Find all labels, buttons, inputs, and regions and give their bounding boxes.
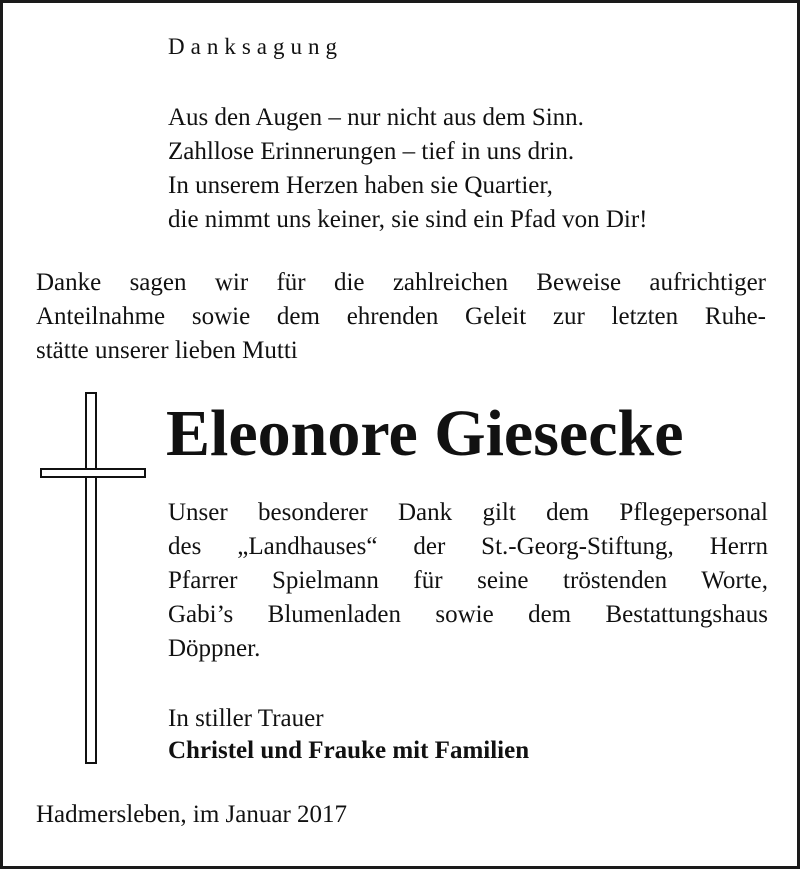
poem (168, 101, 647, 237)
gratitude-line: Gabi’s Blumenladen sowie dem Bestattungshaus (168, 601, 768, 628)
gratitude-line: Döppner. (168, 635, 261, 662)
poem-line: Aus den Augen – nur nicht aus dem Sinn. (168, 104, 584, 131)
poem-line: die nimmt uns keiner, sie sind ein Pfad von Dir! (168, 206, 648, 233)
notice-heading: Danksagung (168, 34, 343, 59)
gratitude-line: Unser besonderer Dank gilt dem Pflegepersonal (168, 499, 768, 526)
deceased-name: Eleonore Giesecke (166, 397, 684, 470)
poem-line: In unserem Herzen haben sie Quartier, (168, 172, 553, 199)
place-date: Hadmersleben, im Januar 2017 (36, 801, 348, 828)
thanks-paragraph (36, 266, 766, 368)
poem-line: Zahllose Erinnerungen – tief in uns drin. (168, 138, 575, 165)
family-signature: Christel und Frauke mit Familien (168, 737, 530, 764)
gratitude-paragraph (168, 496, 768, 666)
thanks-line: Anteilnahme sowie dem ehrenden Geleit zur letzten Ruhe- (36, 303, 766, 330)
gratitude-line: Pfarrer Spielmann für seine tröstenden Worte, (168, 567, 768, 594)
thanks-line: Danke sagen wir für die zahlreichen Beweise aufrichtiger (36, 269, 766, 296)
thanks-line: stätte unserer lieben Mutti (36, 337, 298, 364)
mourning-phrase: In stiller Trauer (168, 705, 324, 732)
gratitude-line: des „Landhauses“ der St.-Georg-Stiftung, Herrn (168, 533, 768, 560)
cross-icon (40, 392, 146, 764)
